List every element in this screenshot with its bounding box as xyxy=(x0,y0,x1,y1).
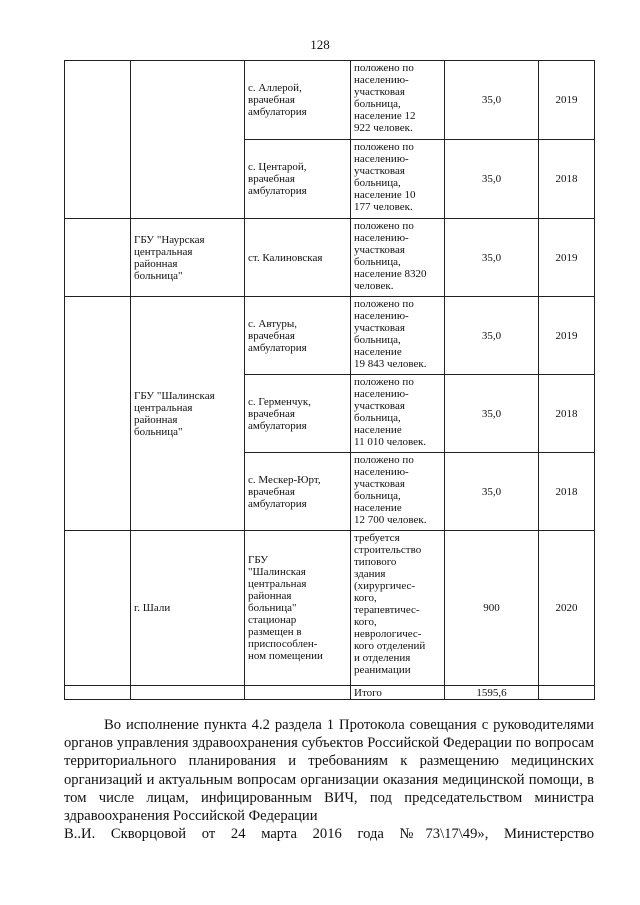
facilities-table xyxy=(64,60,595,700)
body-last-line: В..И. Скворцовой от 24 марта 2016 года №73\17\49», Министерство xyxy=(64,826,594,843)
year-cell: 2019 xyxy=(539,61,595,140)
year-cell: 2018 xyxy=(539,453,595,531)
desc-cell: положено по населению- участковая больница, население 12 700 человек. xyxy=(351,453,445,531)
cost-cell: 35,0 xyxy=(445,297,539,375)
district-cell xyxy=(65,297,131,531)
object-cell: с. Мескер-Юрт, врачебная амбулатория xyxy=(245,453,351,531)
desc-cell: требуется строительство типового здания (хирургичес- кого, терапевтичес- кого, неврологичес- кого отделений и отделения реанимации xyxy=(351,531,445,686)
year-cell: 2018 xyxy=(539,140,595,219)
org-cell: ГБУ "Наурская центральная районная больница" xyxy=(131,219,245,297)
cost-cell: 35,0 xyxy=(445,140,539,219)
org-cell xyxy=(131,61,245,219)
body-paragraph-text: Во исполнение пункта 4.2 раздела 1 Протокола совещания с руководителями органов управления здравоохранения субъектов Российской Федерации по вопросам территориального планирования и требованиям к размещению медицинских организаций и актуальным вопросам организации оказания медицинской помощи, в том числе лицам, инфицированным ВИЧ, под председательством министра здравоохранения Российской Федерации xyxy=(64,717,594,825)
desc-cell: положено по населению- участковая больница, население 12 922 человек. xyxy=(351,61,445,140)
table-row xyxy=(65,219,595,297)
table-row xyxy=(65,531,595,686)
org-cell: ГБУ "Шалинская центральная районная больница" xyxy=(131,297,245,531)
org-cell: г. Шали xyxy=(131,531,245,686)
object-cell: ст. Калиновская xyxy=(245,219,351,297)
year-cell: 2019 xyxy=(539,297,595,375)
object-cell: ГБУ "Шалинская центральная районная больница" стационар размещен в приспособлен- ном помещении xyxy=(245,531,351,686)
cost-cell: 35,0 xyxy=(445,219,539,297)
total-row xyxy=(65,686,595,700)
total-value: 1595,6 xyxy=(445,686,539,700)
cost-cell: 900 xyxy=(445,531,539,686)
object-cell: с. Автуры, врачебная амбулатория xyxy=(245,297,351,375)
page-number: 128 xyxy=(310,37,330,52)
year-cell: 2018 xyxy=(539,375,595,453)
body-paragraph xyxy=(64,716,594,843)
district-cell xyxy=(65,531,131,686)
desc-cell: положено по населению- участковая больница, население 19 843 человек. xyxy=(351,297,445,375)
cost-cell: 35,0 xyxy=(445,453,539,531)
object-cell: с. Аллерой, врачебная амбулатория xyxy=(245,61,351,140)
total-label: Итого xyxy=(351,686,445,700)
district-cell xyxy=(65,219,131,297)
cost-cell: 35,0 xyxy=(445,375,539,453)
object-cell: с. Центарой, врачебная амбулатория xyxy=(245,140,351,219)
desc-cell: положено по населению- участковая больница, население 8320 человек. xyxy=(351,219,445,297)
desc-cell: положено по населению- участковая больница, население 11 010 человек. xyxy=(351,375,445,453)
table-row xyxy=(65,61,595,140)
table-row xyxy=(65,297,595,375)
object-cell: с. Герменчук, врачебная амбулатория xyxy=(245,375,351,453)
cost-cell: 35,0 xyxy=(445,61,539,140)
year-cell: 2019 xyxy=(539,219,595,297)
district-cell xyxy=(65,61,131,219)
year-cell: 2020 xyxy=(539,531,595,686)
desc-cell: положено по населению- участковая больница, население 10 177 человек. xyxy=(351,140,445,219)
